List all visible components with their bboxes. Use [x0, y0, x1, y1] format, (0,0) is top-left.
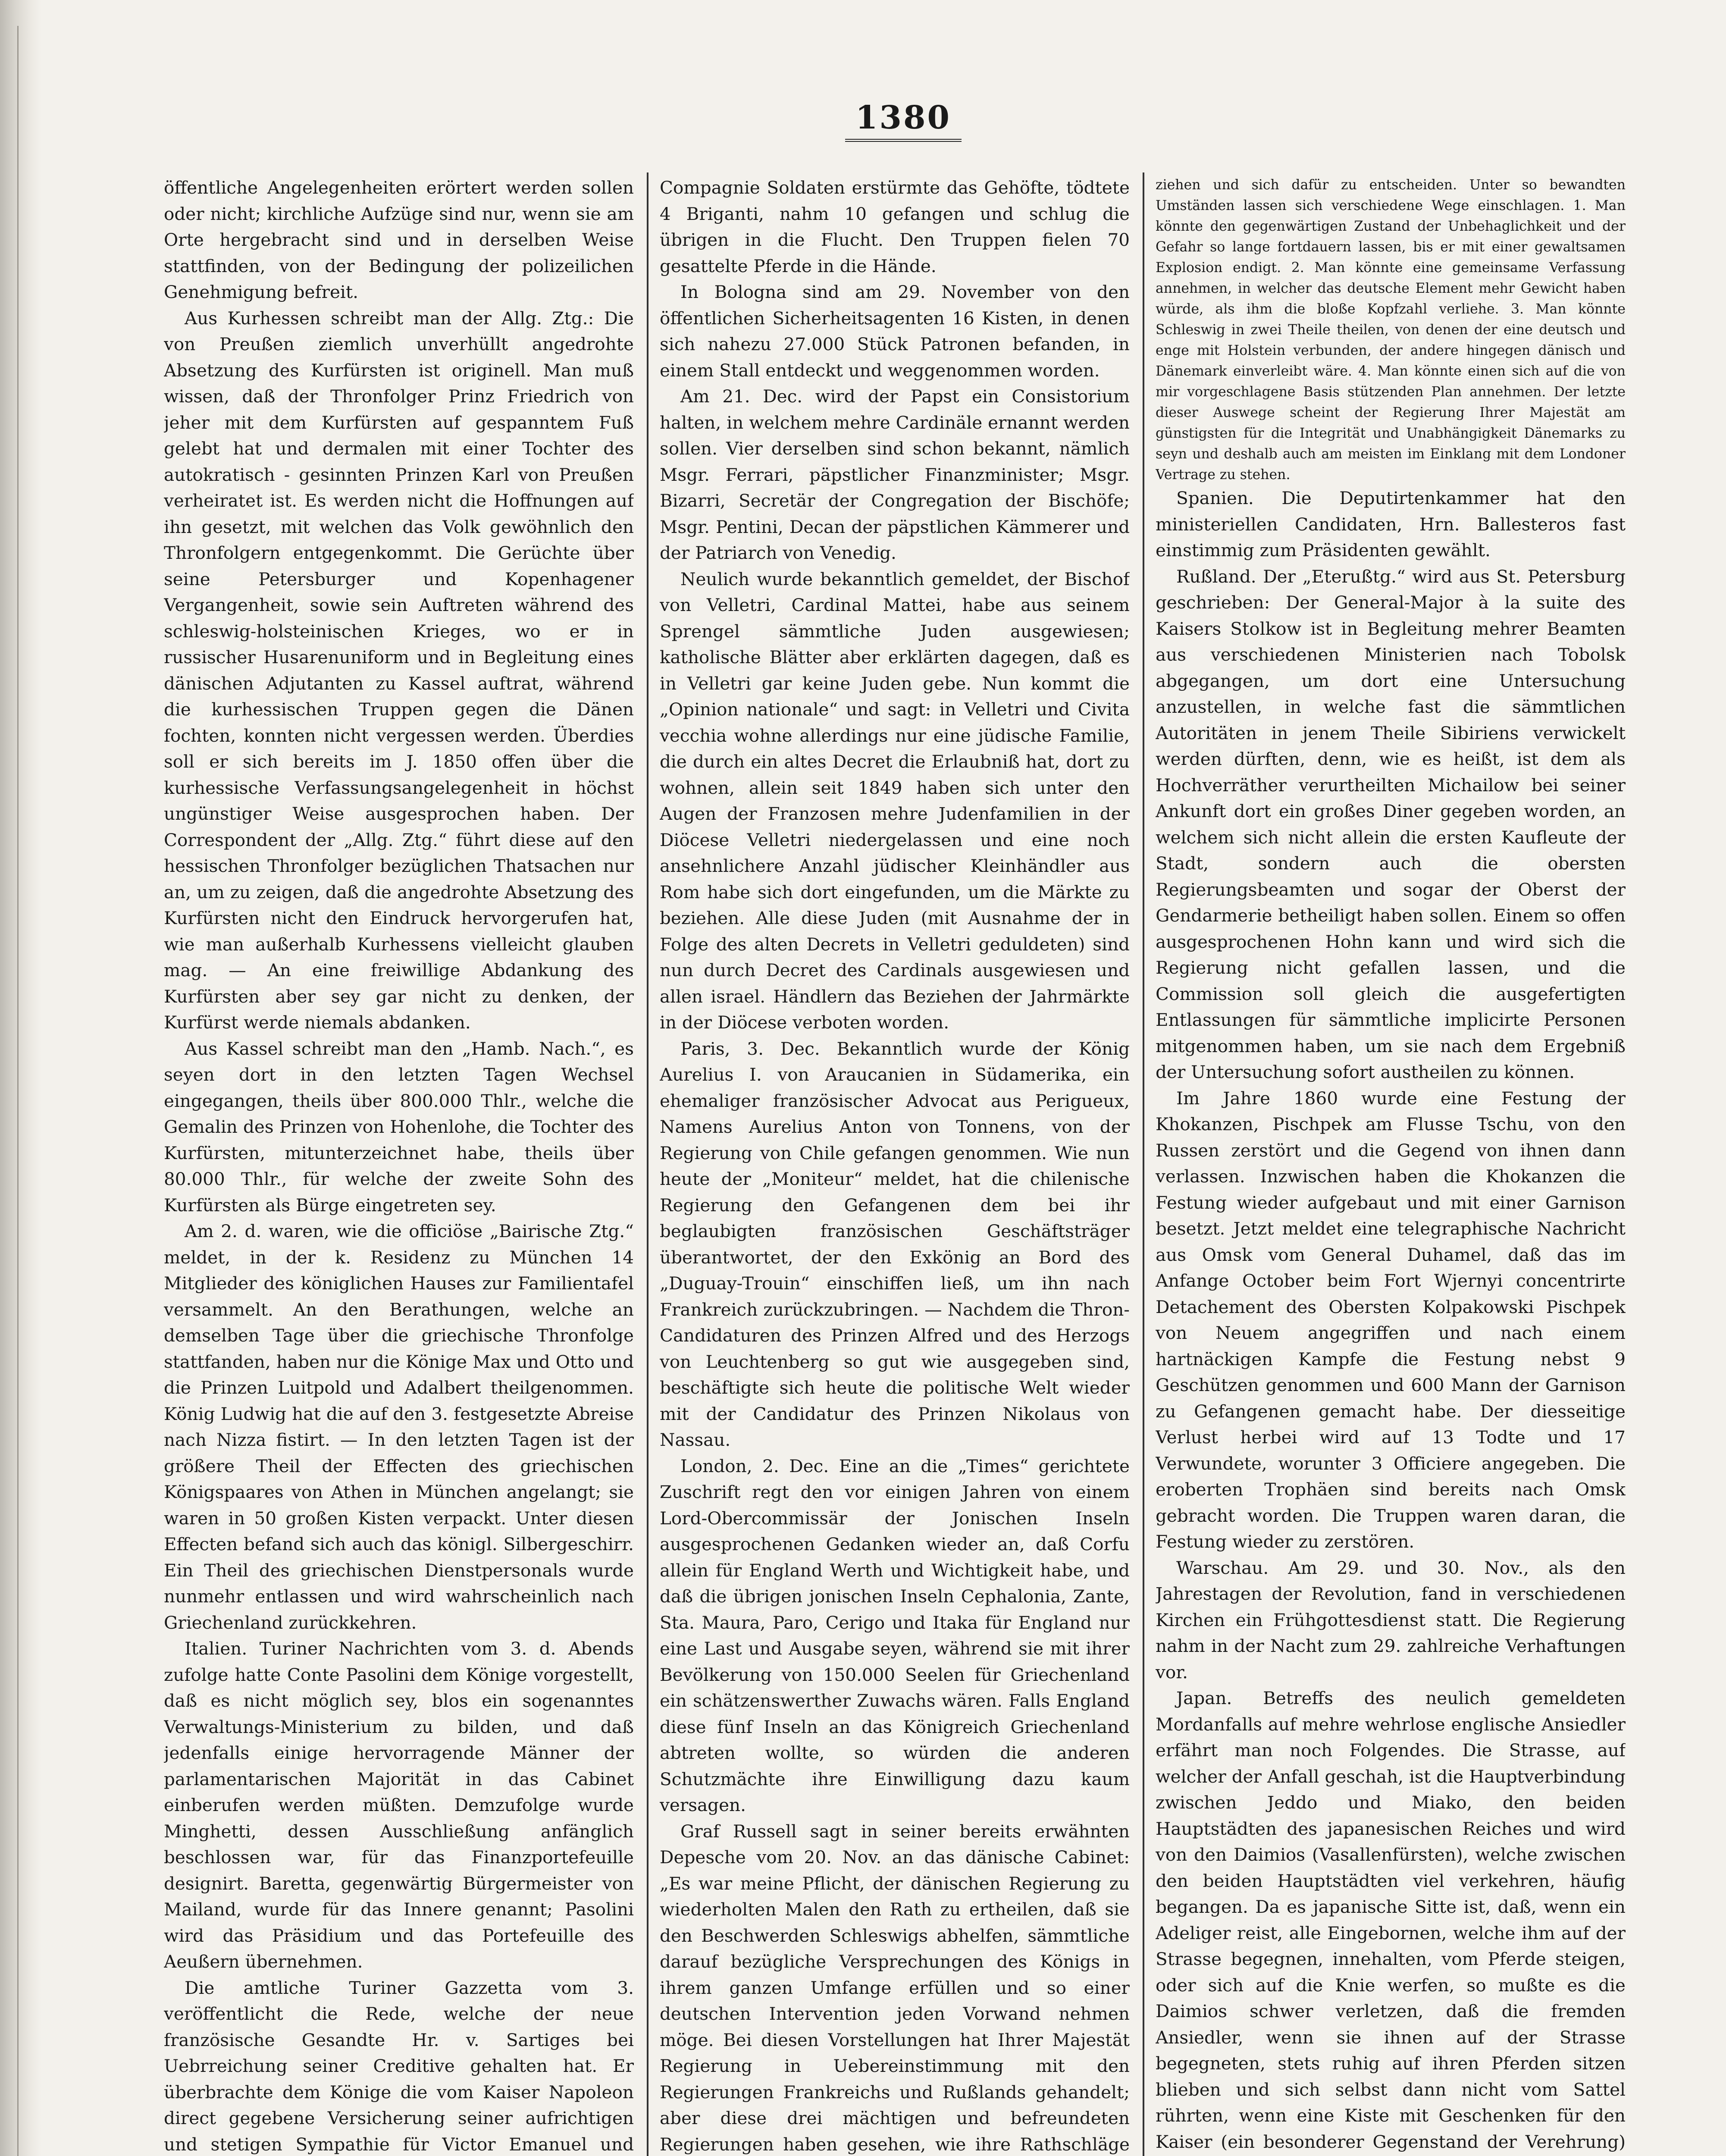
text-column-1 [164, 175, 634, 2156]
paragraph: öffentliche Angelegenheiten erörtert werden sollen oder nicht; kirchliche Aufzüge sind nur, wenn sie am Orte hergebracht sind und in derselben Weise stattfinden, von der Bedingung der polizeilichen Genehmigung befreit. [164, 177, 634, 302]
column-divider [1143, 172, 1144, 2156]
page-binding-line [17, 26, 19, 2156]
page-binding-edge [0, 0, 41, 2156]
paragraph: Aus Kurhessen schreibt man der Allg. Ztg.: Die von Preußen ziemlich unverhüllt angedrohte Absetzung des Kurfürsten ist originell. Man muß wissen, daß der Thronfolger Prinz Friedrich von jeher mit dem Kurfürsten auf gespanntem Fuß gelebt hat und dermalen mit einer Tochter des autokratisch - gesinnten Prinzen Karl von Preußen verheiratet ist. Es werden nicht die Hoffnungen auf ihn gesetzt, mit welchen das Volk gewöhnlich den Thronfolgern entgegenkommt. Die Gerüchte über seine Petersburger und Kopenhagener Vergangenheit, sowie sein Auftreten während des schleswig-holsteinischen Krieges, wo er in russischer Husarenuniform und in Begleitung eines dänischen Adjutanten zu Kassel auftrat, während die kurhessischen Truppen gegen die Dänen fochten, konnten nicht vergessen werden. Überdies soll er sich bereits im J. 1850 offen über die kurhessische Verfassungsangelegenheit in höchst ungünstiger Weise ausgesprochen haben. Der Correspondent der „Allg. Ztg.“ führt diese auf den hessischen Thronfolger bezüglichen Thatsachen nur an, um zu zeigen, daß die angedrohte Absetzung des Kurfürsten nicht den Eindruck hervorgerufen hat, wie man außerhalb Kurhessens vielleicht glauben mag. — An eine freiwillige Abdankung des Kurfürsten aber sey gar nicht zu denken, der Kurfürst werde niemals abdanken. [164, 307, 634, 1033]
paragraph: Graf Russell sagt in seiner bereits erwähnten Depesche vom 20. Nov. an das dänische Cabinet: „Es war meine Pflicht, der dänischen Regierung zu wiederholten Malen den Rath zu ertheilen, daß sie den Beschwerden Schleswigs abhelfen, sämmtliche darauf bezügliche Versprechungen des Königs in ihrem ganzen Umfange erfüllen und so einer deutschen Intervention jeden Vorwand nehmen möge. Bei diesen Vorstellungen hat Ihrer Majestät Regierung in Uebereinstimmung mit den Regierungen Frankreichs und Rußlands gehandelt; aber diese drei mächtigen und befreundeten Regierungen haben gesehen, wie ihre Rathschläge [660, 1821, 1130, 2155]
paragraph: Aus Kassel schreibt man den „Hamb. Nach.“, es seyen dort in den letzten Tagen Wechsel eingegangen, theils über 800.000 Thlr., welche die Gemalin des Prinzen von Hohenlohe, die Tochter des Kurfürsten, mitunterzeichnet habe, theils über 80.000 Thlr., für welche der zweite Sohn des Kurfürsten als Bürge eingetreten sey. [164, 1038, 634, 1216]
text-column-2 [660, 175, 1130, 2156]
paragraph: In Bologna sind am 29. November von den öffentlichen Sicherheitsagenten 16 Kisten, in denen sich nahezu 27.000 Stück Patronen befanden, in einem Stall entdeckt und weggenommen worden. [660, 282, 1130, 381]
paragraph: Japan. Betreffs des neulich gemeldeten Mordanfalls auf mehre wehrlose englische Ansiedler erfährt man noch Folgendes. Die Strasse, auf welcher der Anfall geschah, ist die Hauptverbindung zwischen Jeddo und Miako, den beiden Hauptstädten des japanesischen Reiches und wird von den Daimios (Vasallenfürsten), welche zwischen den beiden Hauptstädten viel verkehren, häufig begangen. Da es japanische Sitte ist, daß, wenn ein Adeliger reist, alle Eingebornen, welche ihm auf der Strasse begegnen, innehalten, vom Pferde steigen, oder sich auf die Knie werfen, so mußte es die Daimios schwer verletzen, daß die fremden Ansiedler, wenn sie ihnen auf der Strasse begegneten, stets ruhig auf ihren Pferden sitzen blieben und sich selbst dann nicht vom Sattel rührten, wenn eine Kiste mit Geschenken für den Kaiser (ein besonderer Gegenstand der Verehrung) [1156, 1688, 1626, 2152]
paragraph: Rußland. Der „Eterußtg.“ wird aus St. Petersburg geschrieben: Der General-Major à la suite des Kaisers Stolkow ist in Begleitung mehrer Beamten aus verschiedenen Ministerien nach Tobolsk abgegangen, um dort eine Untersuchung anzustellen, in welche fast die sämmtlichen Autoritäten in jenem Theile Sibiriens verwickelt werden dürften, denn, wie es heißt, ist dem als Hochverräther verurtheilten Michailow bei seiner Ankunft dort ein großes Diner gegeben worden, an welchem sich nicht allein die ersten Kaufleute der Stadt, sondern auch die obersten Regierungsbeamten und sogar der Oberst der Gendarmerie betheiligt haben sollen. Einem so offen ausgesprochenen Hohn kann und wird sich die Regierung nicht gefallen lassen, und die Commission soll gleich die ausgefertigten Entlassungen für sämmtliche implicirte Personen mitgenommen haben, um sie nach dem Ergebniß der Untersuchung sofort austheilen zu können. [1156, 566, 1626, 1082]
paragraph: Im Jahre 1860 wurde eine Festung der Khokanzen, Pischpek am Flusse Tschu, von den Russen zerstört und die Gegend von ihnen dann verlassen. Inzwischen haben die Khokanzen die Festung wieder aufgebaut und mit einer Garnison besetzt. Jetzt meldet eine telegraphische Nachricht aus Omsk vom General Duhamel, daß das im Anfange October beim Fort Wjernyi concentrirte Detachement des Obersten Kolpakowski Pischpek von Neuem angegriffen und nach einem hartnäckigen Kampfe die Festung nebst 9 Geschützen genommen und 600 Mann der Garnison zu Gefangenen gemacht habe. Der diesseitige Verlust herbei wird auf 13 Todte und 17 Verwundete, worunter 3 Officiere angegeben. Die eroberten Trophäen sind bereits nach Omsk gebracht worden. Die Truppen waren daran, die Festung wieder zu zerstören. [1156, 1087, 1626, 1552]
page-number: 1380 [845, 99, 962, 142]
paragraph: Am 21. Dec. wird der Papst ein Consistorium halten, in welchem mehre Cardinäle ernannt werden sollen. Vier derselben sind schon bekannt, nämlich Msgr. Ferrari, päpstlicher Finanzminister; Msgr. Bizarri, Secretär der Congregation der Bischöfe; Msgr. Pentini, Decan der päpstlichen Kämmerer und der Patriarch von Venedig. [660, 386, 1130, 563]
column-divider [647, 172, 648, 2156]
paragraph: Die amtliche Turiner Gazzetta vom 3. veröffentlicht die Rede, welche der neue französische Gesandte Hr. v. Sartiges bei Uebrreichung seiner Creditive gehalten hat. Er überbrachte dem Könige die vom Kaiser Napoleon direct gegebene Versicherung seiner aufrichtigen und stetigen Sympathie für Victor Emanuel und [164, 1977, 634, 2155]
paragraph: Compagnie Soldaten erstürmte das Gehöfte, tödtete 4 Briganti, nahm 10 gefangen und schlug die übrigen in die Flucht. Den Truppen fielen 70 gesattelte Pferde in die Hände. [660, 177, 1130, 276]
paragraph: London, 2. Dec. Eine an die „Times“ gerichtete Zuschrift regt den vor einigen Jahren von einem Lord-Obercommissär der Jonischen Inseln ausgesprochenen Gedanken wieder an, daß Corfu allein für England Werth und Wichtigkeit habe, und daß die übrigen jonischen Inseln Cephalonia, Zante, Sta. Maura, Paro, Cerigo und Itaka für England nur eine Last und Ausgabe seyen, während sie mit ihrer Bevölkerung von 150.000 Seelen für Griechenland ein schätzenswerther Zuwachs wären. Falls England diese fünf Inseln an das Königreich Griechenland abtreten wollte, so würden die anderen Schutzmächte ihre Einwilligung dazu kaum versagen. [660, 1455, 1130, 1815]
paragraph: Spanien. Die Deputirtenkammer hat den ministeriellen Candidaten, Hrn. Ballesteros fast einstimmig zum Präsidenten gewählt. [1156, 488, 1626, 561]
paragraph: Warschau. Am 29. und 30. Nov., als den Jahrestagen der Revolution, fand in verschiedenen Kirchen ein Frühgottesdienst statt. Die Regierung nahm in der Nacht zum 29. zahlreiche Verhaftungen vor. [1156, 1557, 1626, 1683]
paragraph: Neulich wurde bekanntlich gemeldet, der Bischof von Velletri, Cardinal Mattei, habe aus seinem Sprengel sämmtliche Juden ausgewiesen; katholische Blätter aber erklärten dagegen, daß es in Velletri gar keine Juden gebe. Nun kommt die „Opinion nationale“ und sagt: in Velletri und Civita vecchia wohne allerdings nur eine jüdische Familie, die durch ein altes Decret die Erlaubniß hat, dort zu wohnen, allein seit 1849 haben sich unter den Augen der Franzosen mehre Judenfamilien in der Diöcese Velletri niedergelassen und eine noch ansehnlichere Anzahl jüdischer Kleinhändler aus Rom habe sich dort eingefunden, um die Märkte zu beziehen. Alle diese Juden (mit Ausnahme der in Folge des alten Decrets in Velletri geduldeten) sind nun durch Decret des Cardinals ausgewiesen und allen israel. Händlern das Beziehen der Jahrmärkte in der Diöcese verboten worden. [660, 568, 1130, 1033]
paragraph: Italien. Turiner Nachrichten vom 3. d. Abends zufolge hatte Conte Pasolini dem Könige vorgestellt, daß es nicht möglich sey, blos ein sogenanntes Verwaltungs-Ministerium zu bilden, und daß jedenfalls einige hervorragende Männer der parlamentarischen Majorität in das Cabinet einberufen werden müßten. Demzufolge wurde Minghetti, dessen Ausschließung anfänglich beschlossen war, für das Finanzportefeuille designirt. Baretta, gegenwärtig Bürgermeister von Mailand, wurde für das Innere genannt; Pasolini wird das Präsidium und das Portefeuille des Aeußern übernehmen. [164, 1638, 634, 1972]
paragraph: Paris, 3. Dec. Bekanntlich wurde der König Aurelius I. von Araucanien in Südamerika, ein ehemaliger französischer Advocat aus Perigueux, Namens Aurelius Anton von Tonnens, von der Regierung von Chile gefangen genommen. Wie nun heute der „Moniteur“ meldet, hat die chilenische Regierung den Gefangenen dem bei ihr beglaubigten französischen Geschäftsträger überantwortet, der den Exkönig an Bord des „Duguay-Trouin“ einschiffen ließ, um ihn nach Frankreich zurückzubringen. — Nachdem die Thron-Candidaturen des Prinzen Alfred und des Herzogs von Leuchtenberg so gut wie ausgegeben sind, beschäftigte sich heute die politische Welt wieder mit der Candidatur des Prinzen Nikolaus von Nassau. [660, 1038, 1130, 1450]
paragraph: Am 2. d. waren, wie die officiöse „Bairische Ztg.“ meldet, in der k. Residenz zu München 14 Mitglieder des königlichen Hauses zur Familientafel versammelt. An den Berathungen, welche an demselben Tage über die griechische Thronfolge stattfanden, haben nur die Könige Max und Otto und die Prinzen Luitpold und Adalbert theilgenommen. König Ludwig hat die auf den 3. festgesetzte Abreise nach Nizza fistirt. — In den letzten Tagen ist der größere Theil der Effecten des griechischen Königspaares von Athen in München angelangt; sie waren in 50 großen Kisten verpackt. Unter diesen Effecten befand sich auch das königl. Silbergeschirr. Ein Theil des griechischen Dienstpersonals wurde nunmehr entlassen und wird wahrscheinlich nach Griechenland zurückkehren. [164, 1221, 634, 1633]
text-column-3 [1156, 175, 1626, 2156]
paragraph: ziehen und sich dafür zu entscheiden. Unter so bewandten Umständen lassen sich verschiedene Wege einschlagen. 1. Man könnte den gegenwärtigen Zustand der Unbehaglichkeit und der Gefahr so lange fortdauern lassen, bis er mit einer gewaltsamen Explosion endigt. 2. Man könnte eine gemeinsame Verfassung annehmen, in welcher das deutsche Element mehr Gewicht haben würde, als ihm die bloße Kopfzahl verliehe. 3. Man könnte Schleswig in zwei Theile theilen, von denen der eine deutsch und enge mit Holstein verbunden, der andere hingegen dänisch und Dänemark einverleibt wäre. 4. Man könnte einen sich auf die von mir vorgeschlagene Basis stützenden Plan annehmen. Der letzte dieser Auswege scheint der Regierung Ihrer Majestät am günstigsten für die Integrität und Unabhängigkeit Dänemarks zu seyn und deshalb auch am meisten im Einklang mit dem Londoner Vertrage zu stehen. [1156, 177, 1626, 483]
